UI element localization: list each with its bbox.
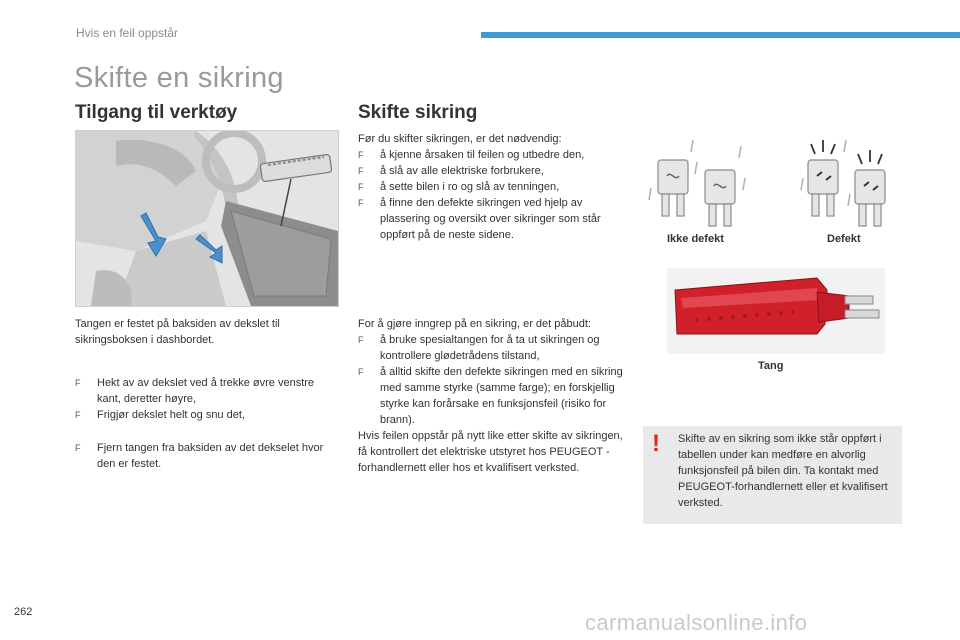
list-item: F å bruke spesialtangen for å ta ut sikringen og kontrollere glødetrådens tilstand,: [358, 334, 600, 362]
header-accent-bar: [481, 32, 960, 38]
warning-icon: !: [652, 430, 660, 457]
list-item: F å kjenne årsaken til feilen og utbedre den,: [358, 149, 585, 161]
caption-not-defective: Ikke defekt: [667, 233, 724, 245]
bullet-icon: F: [75, 378, 81, 388]
list-item: F å finne den defekte sikringen ved hjelp av plassering og oversikt over sikringer som står oppført på de neste sidene.: [358, 197, 601, 241]
bullet-icon: F: [358, 150, 364, 160]
removal-steps-list: [75, 375, 337, 423]
dashboard-illustration: [76, 131, 338, 306]
list-item: F Fjern tangen fra baksiden av det dekselet hvor den er festet.: [75, 442, 324, 470]
tong-illustration: [667, 268, 885, 354]
heading-tool-access: Tilgang til verktøy: [75, 102, 238, 123]
page-title: Skifte en sikring: [74, 62, 284, 94]
remove-tong-list: [75, 440, 337, 472]
mandatory-intro: For å gjøre inngrep på en sikring, er det påbudt:: [358, 318, 591, 330]
caption-tong: Tang: [758, 360, 784, 372]
warning-text: Skifte av en sikring som ikke står oppført i tabellen under kan medføre en alvorlig funksjonsfeil på bilen din. Ta kontakt med PEUGEOT-forhandlernett eller et kvalifisert verksted.: [678, 433, 888, 509]
fuse-comparison-icon: [645, 138, 891, 230]
bullet-icon: F: [358, 166, 364, 176]
list-item: F å alltid skifte den defekte sikringen med en sikring med samme styrke (samme farge); en forskjellig styrke kan forårsake en funksjonsfeil (risiko for brann).: [358, 366, 623, 426]
list-item: F å slå av alle elektriske forbrukere,: [358, 165, 544, 177]
list-item: F Hekt av av dekslet ved å trekke øvre venstre kant, deretter høyre,: [75, 377, 315, 405]
heading-change-fuse: Skifte sikring: [358, 102, 478, 123]
fuse-illustration: [645, 138, 891, 230]
recurring-fault-text: Hvis feilen oppstår på nytt like etter skifte av sikringen, få kontrollert det elektriske utstyret hos PEUGEOT -forhandlernett eller hos et kvalifisert verksted.: [358, 430, 623, 474]
list-item: F Frigjør dekslet helt og snu det,: [75, 409, 245, 421]
caption-defective: Defekt: [827, 233, 861, 245]
tong-icon: [667, 268, 885, 354]
list-item: F å sette bilen i ro og slå av tenningen,: [358, 181, 560, 193]
bullet-icon: F: [75, 443, 81, 453]
mandatory-rules-list: [358, 332, 630, 428]
tong-location-text: Tangen er festet på baksiden av dekslet til sikringsboksen i dashbordet.: [75, 318, 280, 346]
bullet-icon: F: [358, 335, 364, 345]
bullet-icon: F: [75, 410, 81, 420]
prerequisites-list: [358, 147, 630, 243]
bullet-icon: F: [358, 198, 364, 208]
watermark-text: carmanualsonline.info: [585, 610, 808, 635]
page-number: 262: [14, 606, 33, 618]
section-header: Hvis en feil oppstår: [76, 26, 179, 40]
dashboard-photo: [75, 130, 339, 307]
prerequisites-intro: Før du skifter sikringen, er det nødvendig:: [358, 133, 562, 145]
bullet-icon: F: [358, 182, 364, 192]
bullet-icon: F: [358, 367, 364, 377]
